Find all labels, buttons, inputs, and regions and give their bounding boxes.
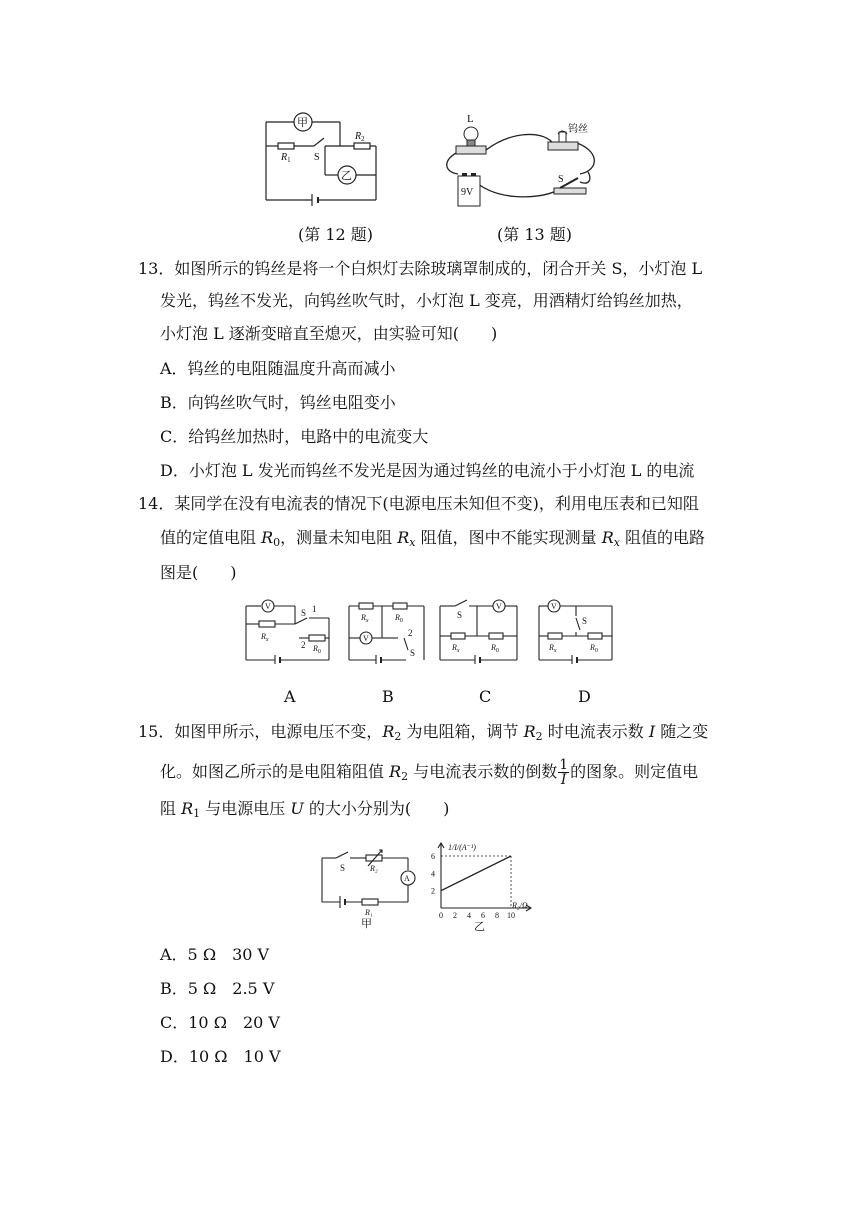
q14-label-a: A <box>284 687 296 706</box>
switch-label: S <box>582 616 588 626</box>
r0-label: $R_0$ <box>313 644 321 655</box>
reciprocal-fraction: $\frac{1}{I}$ <box>559 757 569 788</box>
graph-x-tick: 4 <box>467 911 471 920</box>
contact-2-label: 2 <box>408 628 413 638</box>
voltmeter-label: V <box>496 602 502 611</box>
r1-label: $R_1$ <box>281 152 291 164</box>
r0-label: $R_0$ <box>590 643 598 654</box>
rx-label: $R_x$ <box>361 613 369 624</box>
switch-label: S <box>457 610 463 620</box>
q13-option-c: C．给钨丝加热时，电路中的电流变大 <box>160 427 429 446</box>
graph-x-tick: 6 <box>481 911 485 920</box>
meter-jia-label: 甲 <box>297 117 308 129</box>
graph-series-line <box>441 856 511 891</box>
r1-label: R₁ <box>365 908 373 917</box>
q14-line-3: 图是( ) <box>160 563 237 582</box>
q15-option-c: C．10 Ω 20 V <box>160 1013 280 1032</box>
q13-line-3: 小灯泡 L 逐渐变暗直至熄灭，由实验可知( ) <box>160 324 498 343</box>
q13-option-b: B．向钨丝吹气时，钨丝电阻变小 <box>160 393 396 412</box>
r0-label: $R_0$ <box>491 643 499 654</box>
q14-circuit-b <box>346 598 430 664</box>
q14-circuit-c <box>437 598 521 664</box>
graph-x-axis-label: R₂/Ω <box>512 901 528 910</box>
q14-line-1: 14．某同学在没有电流表的情况下(电源电压未知但不变)，利用电压表和已知阻 <box>138 494 699 513</box>
rx-label: $R_x$ <box>549 643 557 654</box>
contact-1-label: 1 <box>312 604 317 614</box>
battery-label: 9V <box>461 187 474 198</box>
tungsten-wire-label: 钨丝 <box>568 124 588 135</box>
q14-circuit-a <box>243 598 335 664</box>
r2-label: $R_2$ <box>355 131 365 143</box>
figure-12-caption: (第 12 题) <box>298 225 374 244</box>
q15-line-3: 阻 $R_1$ 与电源电压 U 的大小分别为( ) <box>160 799 450 820</box>
figure-yi-label: 乙 <box>474 921 485 933</box>
graph-y-axis-label: 1/I/(A⁻¹) <box>448 843 476 852</box>
q13-option-d: D．小灯泡 L 发光而钨丝不发光是因为通过钨丝的电流小于小灯泡 L 的电流 <box>160 461 695 480</box>
figure-jia-label: 甲 <box>361 918 372 930</box>
q15-line-1: 15．如图甲所示，电源电压不变，$R_2$ 为电阻箱，调节 $R_2$ 时电流表示数 I 随之变 <box>138 722 709 743</box>
graph-x-tick: 0 <box>439 911 443 920</box>
q14-line-2: 值的定值电阻 $R_0$，测量未知电阻 $R_x$ 阻值，图中不能实现测量 $R_x$ 阻值的电路 <box>160 528 706 549</box>
q15-line-2: 化。如图乙所示的是电阻箱阻值 $R_2$ 与电流表示数的倒数 $\frac{1}{I}$ 的图象。则定值电 <box>160 757 699 788</box>
q15-option-b: B．5 Ω 2.5 V <box>160 979 275 998</box>
switch-label: S <box>410 648 416 658</box>
figure-13-caption: (第 13 题) <box>497 225 573 244</box>
lamp-l <box>456 127 486 154</box>
q15-option-d: D．10 Ω 10 V <box>160 1047 281 1066</box>
meter-yi-label: 乙 <box>341 170 352 182</box>
switch-s-label: S <box>314 152 320 163</box>
q14-circuit-d <box>536 598 616 664</box>
graph-x-tick: 2 <box>453 911 457 920</box>
switch-label: S <box>301 608 307 618</box>
switch-label: S <box>340 863 346 873</box>
q13-line-1: 13．如图所示的钨丝是将一个白炽灯去除玻璃罩制成的，闭合开关 S，小灯泡 L <box>138 259 703 278</box>
ammeter-label: A <box>404 874 410 883</box>
q15-graph-yi <box>428 836 544 934</box>
voltmeter-label: V <box>551 602 557 611</box>
graph-y-tick: 2 <box>431 886 435 896</box>
q15-option-a: A．5 Ω 30 V <box>160 945 270 964</box>
q13-option-a: A．钨丝的电阻随温度升高而减小 <box>160 359 396 378</box>
q14-label-c: C <box>479 687 492 706</box>
r0-label: $R_0$ <box>395 613 403 624</box>
graph-y-tick: 6 <box>431 852 435 861</box>
graph-x-tick: 10 <box>507 911 515 920</box>
graph-x-tick: 8 <box>495 911 499 920</box>
switch-s-label-13: S <box>558 174 564 185</box>
q15-figure-jia <box>318 848 420 930</box>
voltmeter-label: V <box>363 634 369 643</box>
q14-label-b: B <box>382 687 394 706</box>
figure-12-circuit <box>262 112 382 210</box>
graph-y-tick: 4 <box>431 869 435 879</box>
voltmeter-label: V <box>265 602 271 611</box>
rx-label: $R_x$ <box>261 632 269 643</box>
lamp-l-label: L <box>467 113 474 125</box>
r2-label: R₂ <box>370 864 378 873</box>
q14-label-d: D <box>578 687 591 706</box>
contact-2-label: 2 <box>301 640 306 650</box>
figure-13-circuit <box>440 112 608 212</box>
q13-line-2: 发光，钨丝不发光，向钨丝吹气时，小灯泡 L 变亮，用酒精灯给钨丝加热， <box>160 291 693 310</box>
rx-label: $R_x$ <box>452 643 460 654</box>
